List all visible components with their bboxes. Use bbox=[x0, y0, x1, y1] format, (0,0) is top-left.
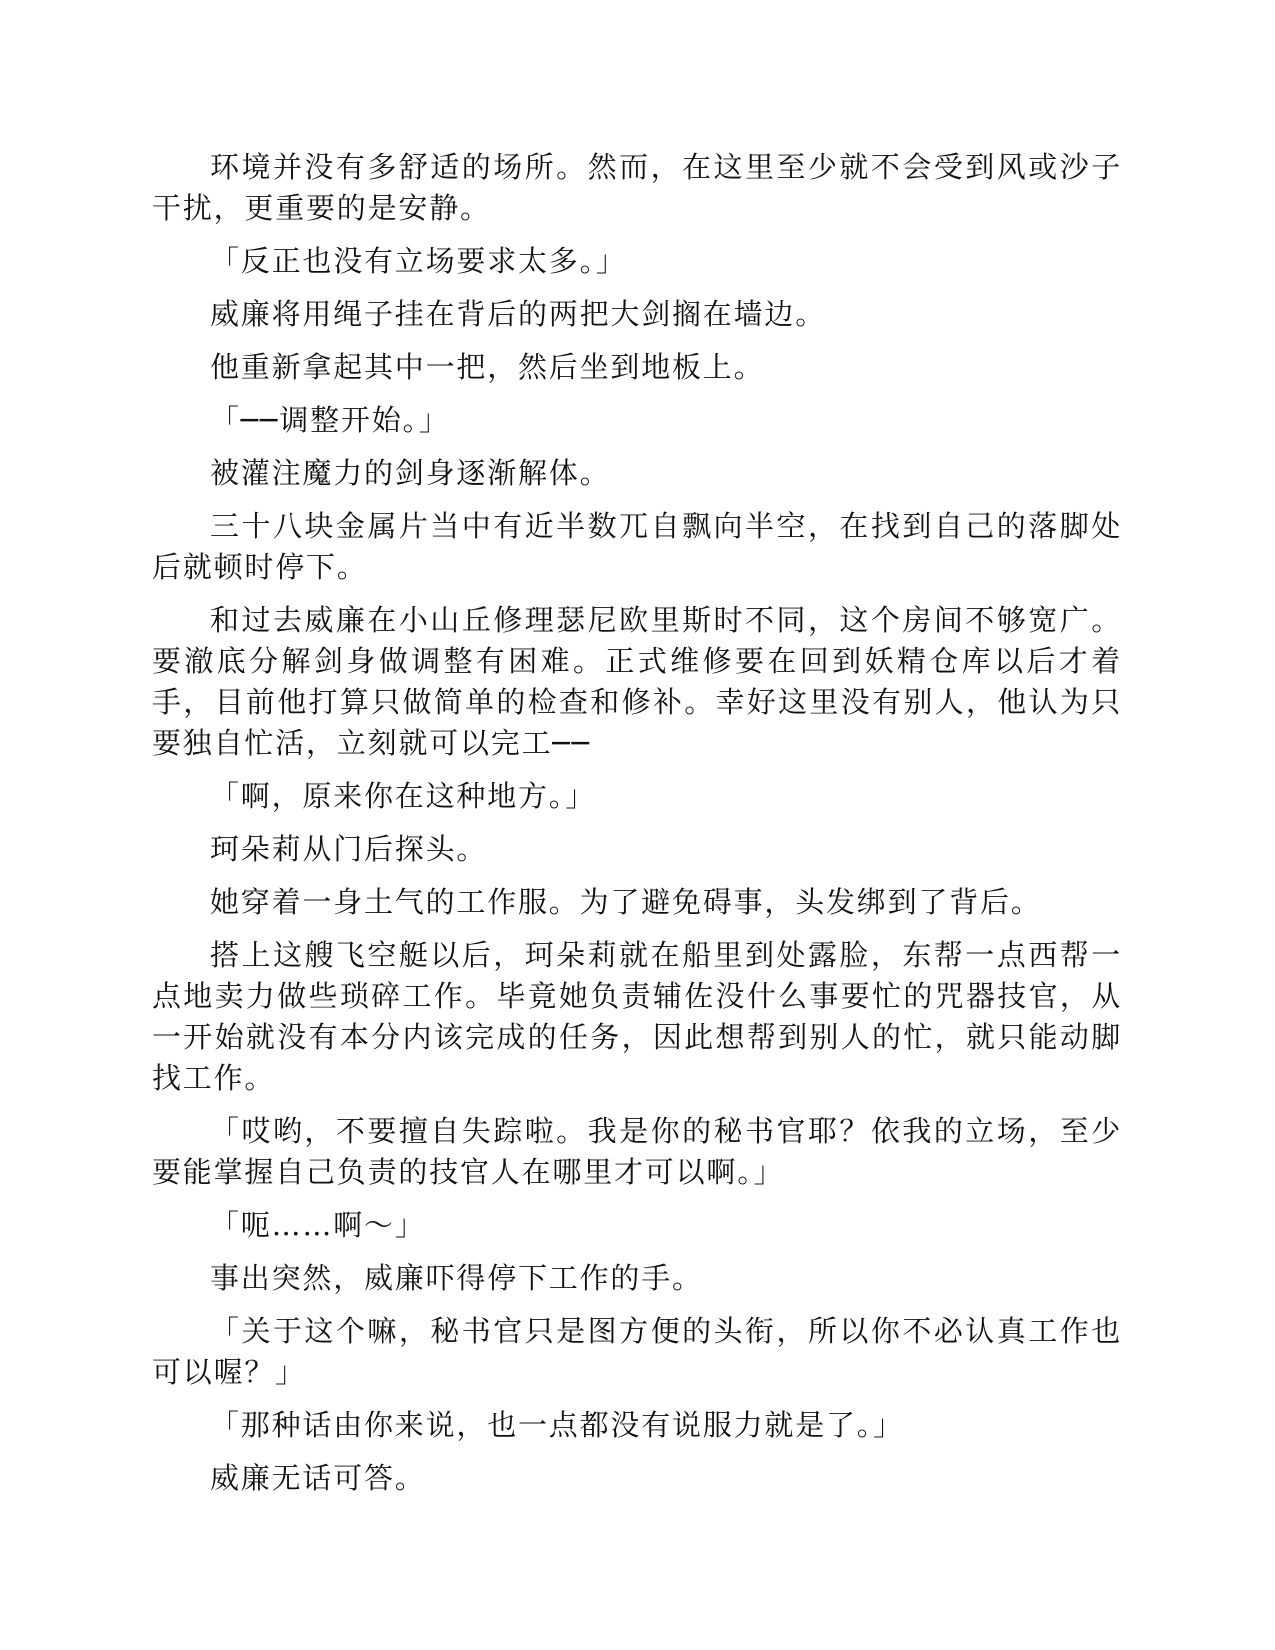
paragraph-11: 她穿着一身土气的工作服。为了避免碍事，头发绑到了背后。 bbox=[210, 885, 1042, 919]
paragraph-3: 威廉将用绳子挂在背后的两把大剑搁在墙边。 bbox=[210, 297, 827, 331]
paragraph-5: 「──调整开始。」 bbox=[210, 403, 450, 437]
paragraph-6: 被灌注魔力的剑身逐渐解体。 bbox=[210, 456, 611, 490]
paragraph-1: 环境并没有多舒适的场所。然而，在这里至少就不会受到风或沙子干扰，更重要的是安静。 bbox=[152, 150, 1122, 225]
paragraph-18: 威廉无话可答。 bbox=[210, 1461, 426, 1495]
paragraph-10: 珂朵莉从门后探头。 bbox=[210, 832, 488, 866]
paragraph-2: 「反正也没有立场要求太多。」 bbox=[210, 244, 627, 278]
paragraph-7: 三十八块金属片当中有近半数兀自飘向半空，在找到自己的落脚处后就顿时停下。 bbox=[152, 509, 1122, 584]
paragraph-8: 和过去威廉在小山丘修理瑟尼欧里斯时不同，这个房间不够宽广。要澈底分解剑身做调整有困难。正式维修要在回到妖精仓库以后才着手，目前他打算只做简单的检查和修补。幸好这里没有别人，他认为只要独自忙活，立刻就可以完工── bbox=[152, 603, 1122, 760]
paragraph-12: 搭上这艘飞空艇以后，珂朵莉就在船里到处露脸，东帮一点西帮一点地卖力做些琐碎工作。毕竟她负责辅佐没什么事要忙的咒器技官，从一开始就没有本分内该完成的任务，因此想帮到别人的忙，就只能动脚找工作。 bbox=[152, 938, 1122, 1095]
paragraph-9: 「啊，原来你在这种地方。」 bbox=[210, 779, 596, 813]
paragraph-4: 他重新拿起其中一把，然后坐到地板上。 bbox=[210, 350, 765, 384]
paragraph-17: 「那种话由你来说，也一点都没有说服力就是了。」 bbox=[210, 1408, 904, 1442]
paragraph-13: 「哎哟，不要擅自失踪啦。我是你的秘书官耶？依我的立场，至少要能掌握自己负责的技官人在哪里才可以啊。」 bbox=[152, 1114, 1122, 1189]
paragraph-14: 「呃……啊～」 bbox=[210, 1208, 426, 1242]
body-text bbox=[152, 147, 1122, 1511]
paragraph-16: 「关于这个嘛，秘书官只是图方便的头衔，所以你不必认真工作也可以喔？」 bbox=[152, 1314, 1122, 1389]
paragraph-15: 事出突然，威廉吓得停下工作的手。 bbox=[210, 1261, 703, 1295]
